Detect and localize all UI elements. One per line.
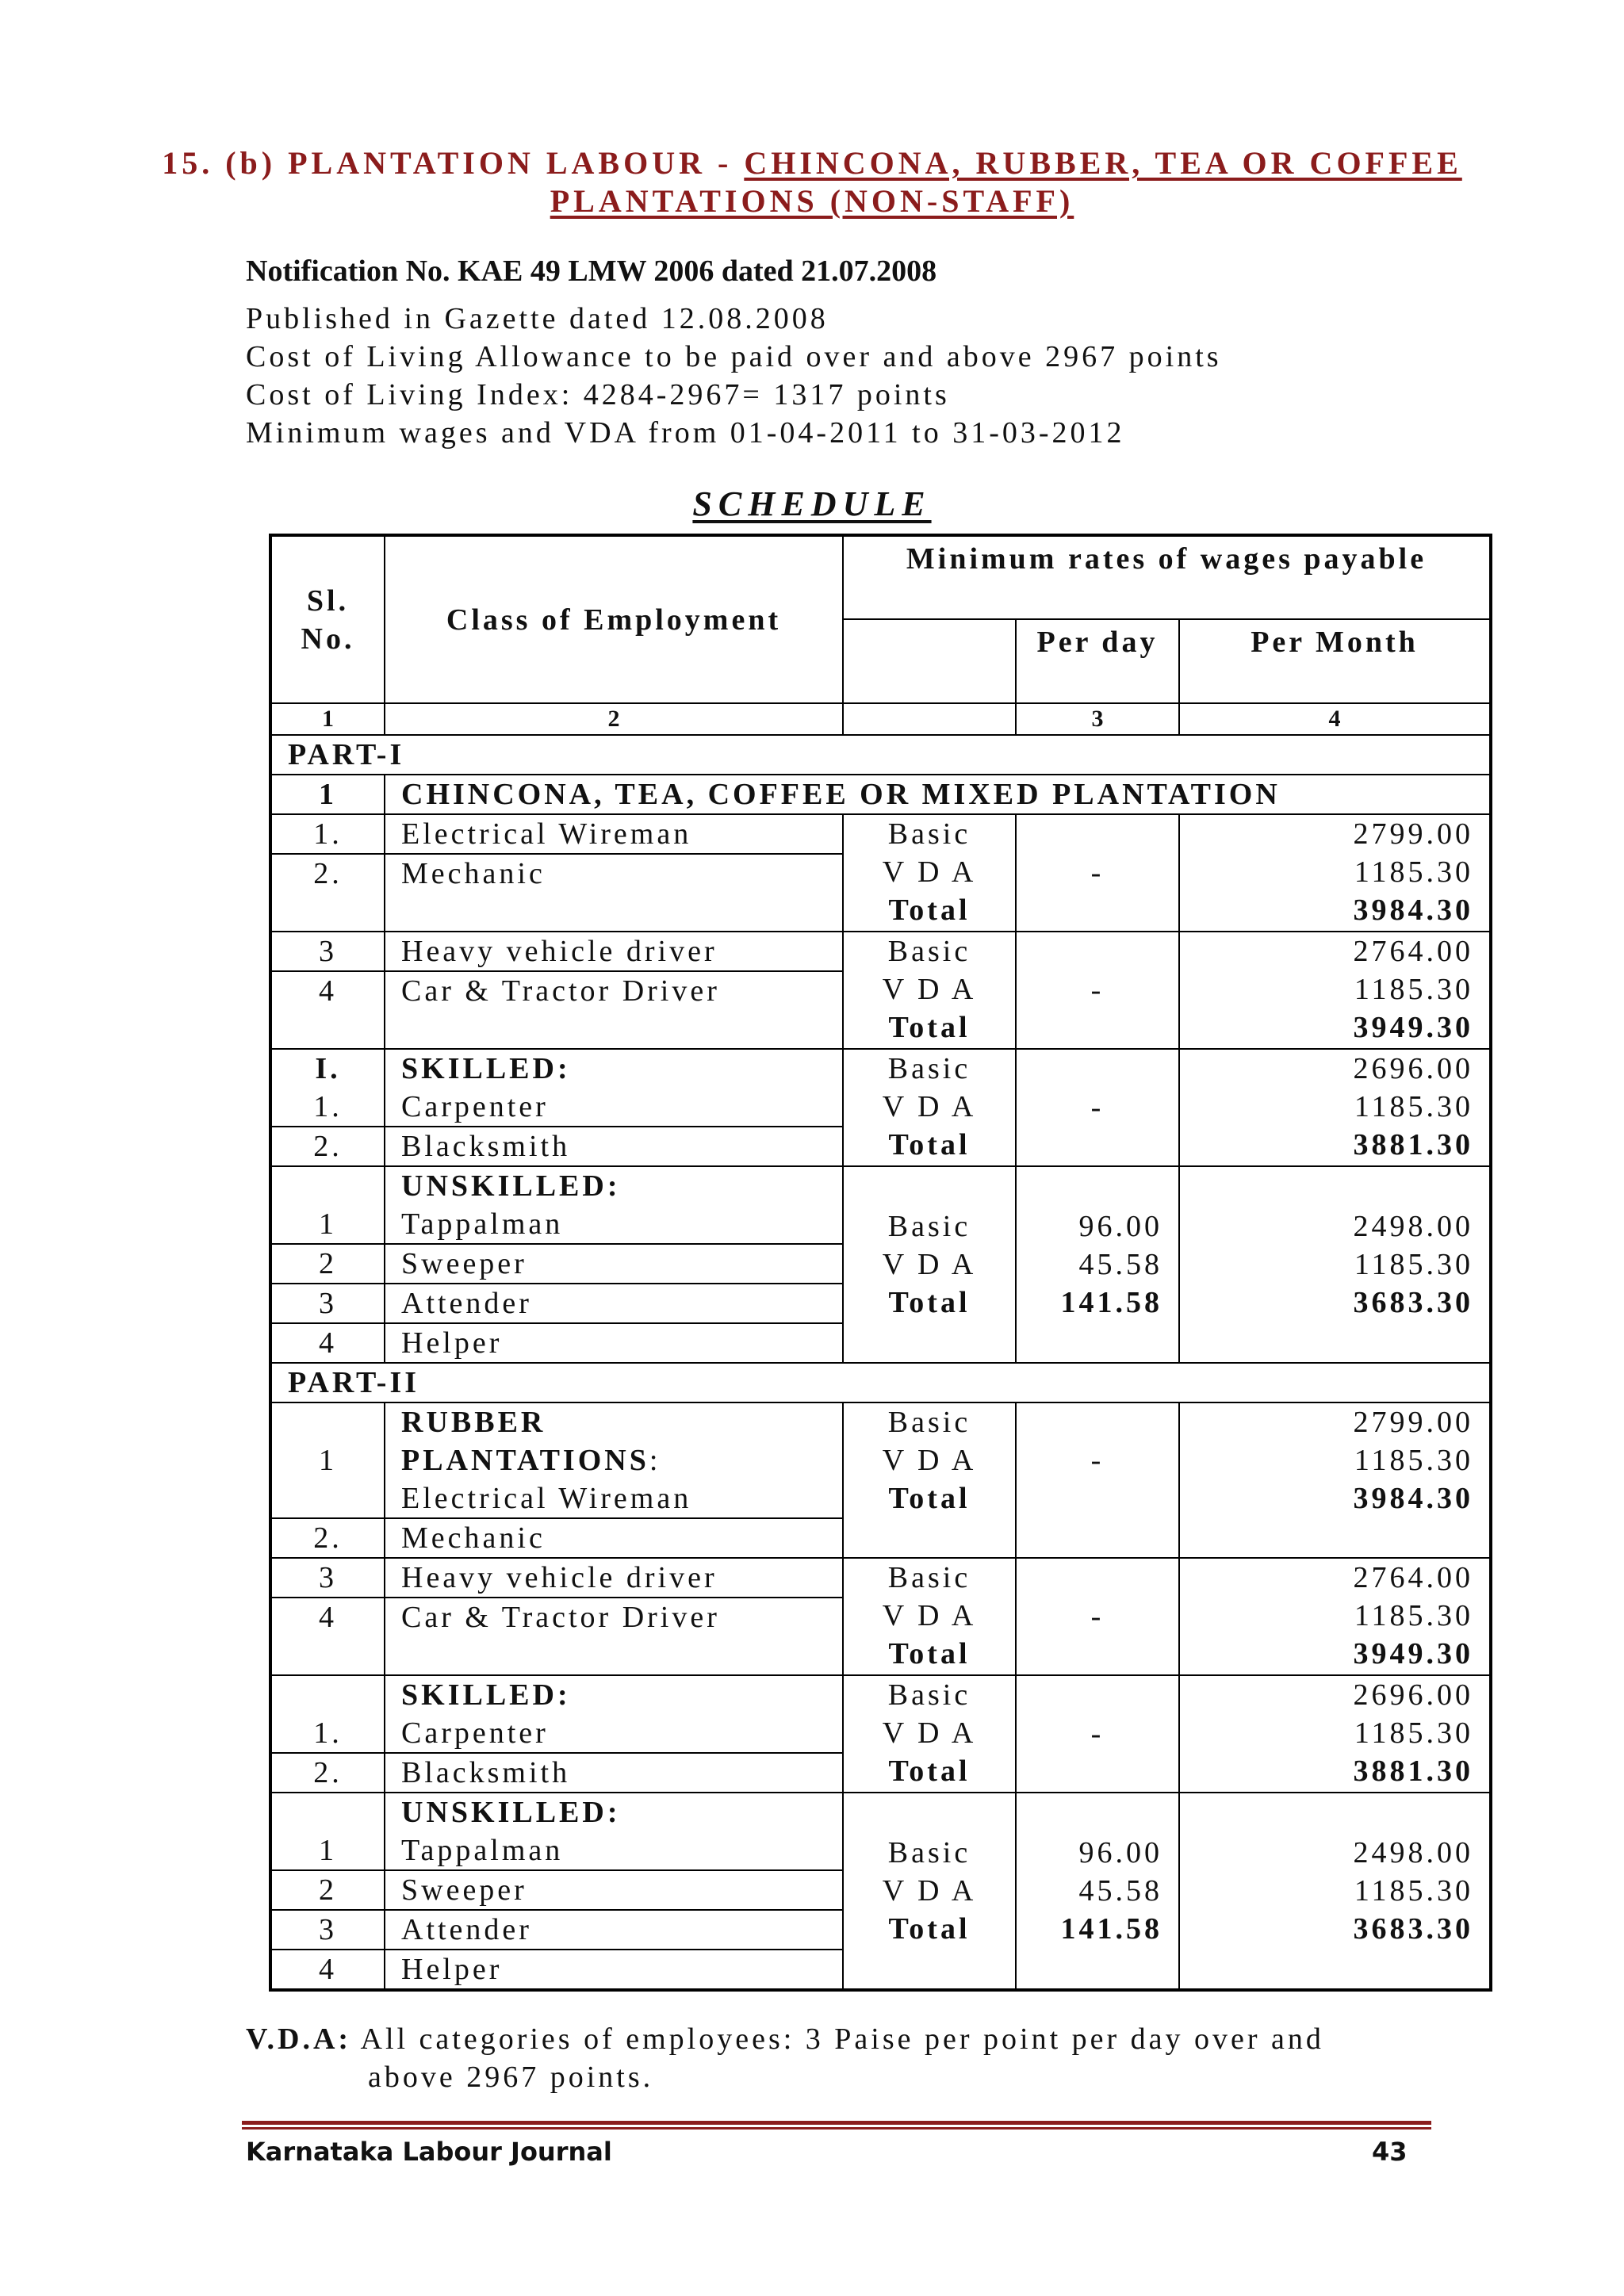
- table-row: 2. Blacksmith: [270, 1753, 1491, 1793]
- table-row: 3 Heavy vehicle driver Basic V D A Total - 2764.00 1185.30 3949.30: [270, 1558, 1491, 1598]
- footer-journal: Karnataka Labour Journal: [246, 2137, 612, 2167]
- header-sl-no: Sl. No.: [270, 535, 385, 703]
- table-row: 1. SKILLED: Carpenter Basic V D A Total - 2696.00 1185.30 3881.30: [270, 1675, 1491, 1753]
- table-row: 1 RUBBER PLANTATIONS: Electrical Wireman Basic V D A Total - 2799.00 1185.30 3984.30: [270, 1402, 1491, 1518]
- table-row: 1 UNSKILLED: Tappalman Basic V D A Total 96.00 45.58 141.58 2498.00 1185.30 3683.30: [270, 1166, 1491, 1244]
- wage-schedule-table: [269, 534, 1492, 1992]
- table-row: 1 UNSKILLED: Tappalman Basic V D A Total 96.00 45.58 141.58 2498.00 1185.30 3683.30: [270, 1793, 1491, 1870]
- footer-rule: [242, 2121, 1431, 2125]
- table-row: 4 Helper: [270, 1950, 1491, 1990]
- notification-line: Notification No. KAE 49 LMW 2006 dated 21.07.2008: [246, 254, 937, 288]
- header-per-month: Per Month: [1179, 619, 1491, 703]
- page-heading: [119, 144, 1505, 220]
- heading-underlined-2: PLANTATIONS (NON-STAFF): [550, 183, 1074, 219]
- col-num-3: 3: [1016, 703, 1179, 735]
- table-row: 3 Attender: [270, 1284, 1491, 1323]
- col-num-blank: [843, 703, 1016, 735]
- col-num-2: 2: [385, 703, 843, 735]
- index-line: Cost of Living Index: 4284-2967= 1317 points: [246, 378, 950, 411]
- gazette-line: Published in Gazette dated 12.08.2008: [246, 302, 829, 335]
- col-num-4: 4: [1179, 703, 1491, 735]
- heading-prefix: 15. (b) PLANTATION LABOUR -: [162, 145, 745, 181]
- table-row: 2 Sweeper: [270, 1244, 1491, 1284]
- table-row: 2. Mechanic: [270, 854, 1491, 932]
- part-row: PART-I: [270, 735, 1491, 775]
- cola-line: Cost of Living Allowance to be paid over and above 2967 points: [246, 340, 1222, 373]
- table-row: 3 Attender: [270, 1910, 1491, 1950]
- period-line: Minimum wages and VDA from 01-04-2011 to 31-03-2012: [246, 416, 1125, 450]
- table-row: 4 Car & Tractor Driver: [270, 1598, 1491, 1675]
- footer-rule-thin: [242, 2127, 1431, 2130]
- header-per-day: Per day: [1016, 619, 1179, 703]
- header-class: Class of Employment: [385, 535, 843, 703]
- page-number: 43: [1372, 2137, 1408, 2167]
- column-number-row: [270, 703, 1491, 735]
- vda-note: [246, 2020, 1396, 2096]
- table-row: 4 Helper: [270, 1323, 1491, 1363]
- col-num-1: 1: [270, 703, 385, 735]
- vda-line-2: above 2967 points.: [368, 2061, 654, 2094]
- header-blank: [843, 619, 1016, 703]
- heading-underlined-1: CHINCONA, RUBBER, TEA OR COFFEE: [744, 145, 1462, 181]
- table-row: 3 Heavy vehicle driver Basic V D A Total - 2764.00 1185.30 3949.30: [270, 932, 1491, 971]
- table-row: 1. Electrical Wireman Basic V D A Total - 2799.00 1185.30 3984.30: [270, 814, 1491, 854]
- table-row: 4 Car & Tractor Driver: [270, 971, 1491, 1049]
- table-row: 2 Sweeper: [270, 1870, 1491, 1910]
- table-row: 2. Blacksmith: [270, 1127, 1491, 1166]
- table-row: 2. Mechanic: [270, 1518, 1491, 1558]
- schedule-title: SCHEDULE: [692, 484, 932, 523]
- header-row: [270, 535, 1491, 619]
- vda-label: V.D.A:: [246, 2022, 352, 2056]
- table-row: I. 1. SKILLED: Carpenter Basic V D A Total - 2696.00 1185.30 3881.30: [270, 1049, 1491, 1127]
- vda-line-1: All categories of employees: 3 Paise per point per day over and: [351, 2022, 1324, 2056]
- header-min-rates: Minimum rates of wages payable: [843, 535, 1491, 619]
- part-row: PART-II: [270, 1363, 1491, 1402]
- section-row: 1 CHINCONA, TEA, COFFEE OR MIXED PLANTATION: [270, 775, 1491, 814]
